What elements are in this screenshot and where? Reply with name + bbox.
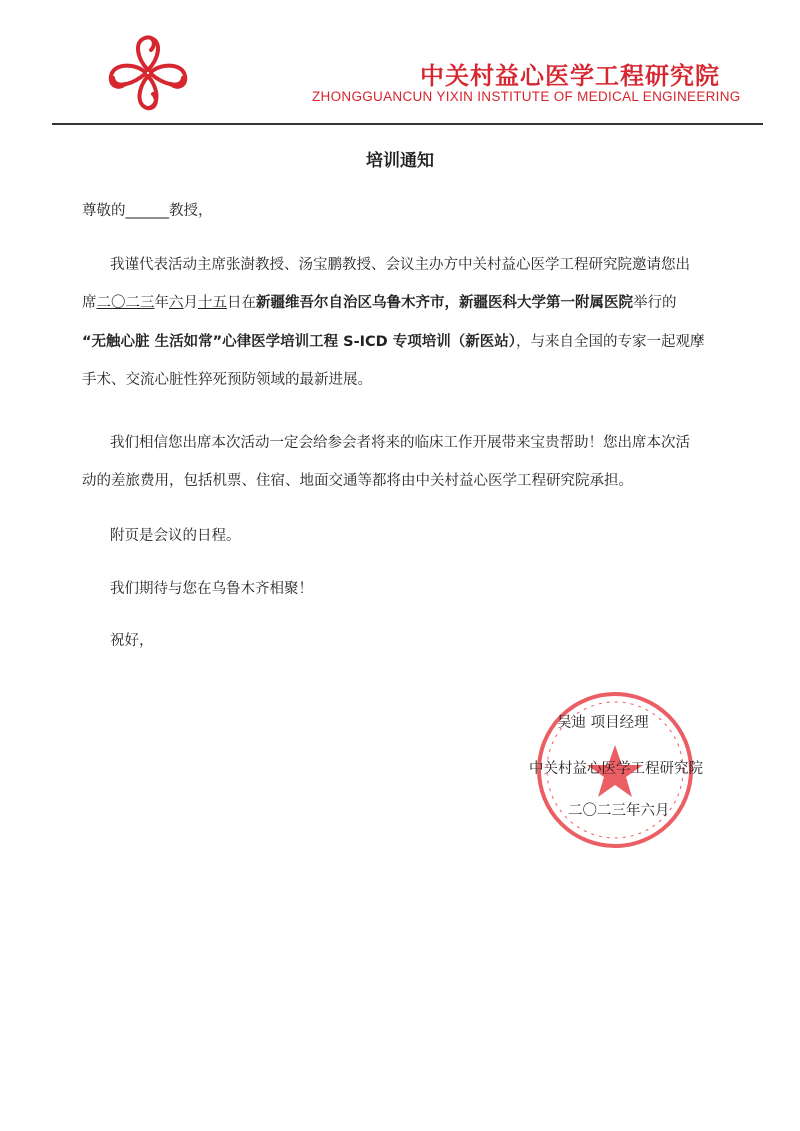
- closing: 祝好，: [110, 633, 154, 649]
- date-day: 十五: [198, 295, 227, 311]
- event-name: “无触心脏 生活如常”心律医学培训工程 S-ICD 专项培训（新医站）: [82, 334, 516, 350]
- date-year: 二〇二三: [96, 295, 155, 311]
- text: 年: [154, 295, 169, 311]
- document-title: 培训通知: [366, 151, 434, 171]
- para2-line2: 动的差旅费用，包括机票、住宿、地面交通等都将由中关村益心医学工程研究院承担。: [82, 473, 633, 489]
- signature-org: 中关村益心医学工程研究院: [529, 761, 703, 777]
- para4: 我们期待与您在乌鲁木齐相聚！: [110, 581, 313, 597]
- text: 席: [82, 295, 97, 311]
- para1-line1: 我谨代表活动主席张澍教授、汤宝鹏教授、会议主办方中关村益心医学工程研究院邀请您出: [110, 257, 690, 273]
- organization-name-en: ZHONGGUANCUN YIXIN INSTITUTE OF MEDICAL ENGINEERING: [312, 89, 741, 104]
- para3: 附页是会议的日程。: [110, 528, 241, 544]
- para1-line2: [82, 291, 677, 312]
- text: 月: [183, 295, 198, 311]
- text: 日在: [227, 295, 256, 311]
- heart-clover-logo: [103, 32, 193, 112]
- text: 举行的: [633, 295, 677, 311]
- para1-line4: 手术、交流心脏性猝死预防领域的最新进展。: [82, 372, 372, 388]
- signature-name-title: 吴迪 项目经理: [557, 715, 649, 731]
- para2-line1: 我们相信您出席本次活动一定会给参会者将来的临床工作开展带来宝贵帮助！您出席本次活: [110, 435, 690, 451]
- date-month: 六: [169, 295, 184, 311]
- signature-date: 二〇二三年六月: [568, 803, 670, 819]
- organization-name-cn: 中关村益心医学工程研究院: [420, 62, 720, 90]
- header-divider: [52, 123, 763, 125]
- para1-line3: [82, 330, 705, 351]
- salutation: 尊敬的______教授，: [82, 203, 213, 219]
- event-location: 新疆维吾尔自治区乌鲁木齐市，新疆医科大学第一附属医院: [256, 295, 633, 311]
- text: ，与来自全国的专家一起观摩: [516, 334, 705, 350]
